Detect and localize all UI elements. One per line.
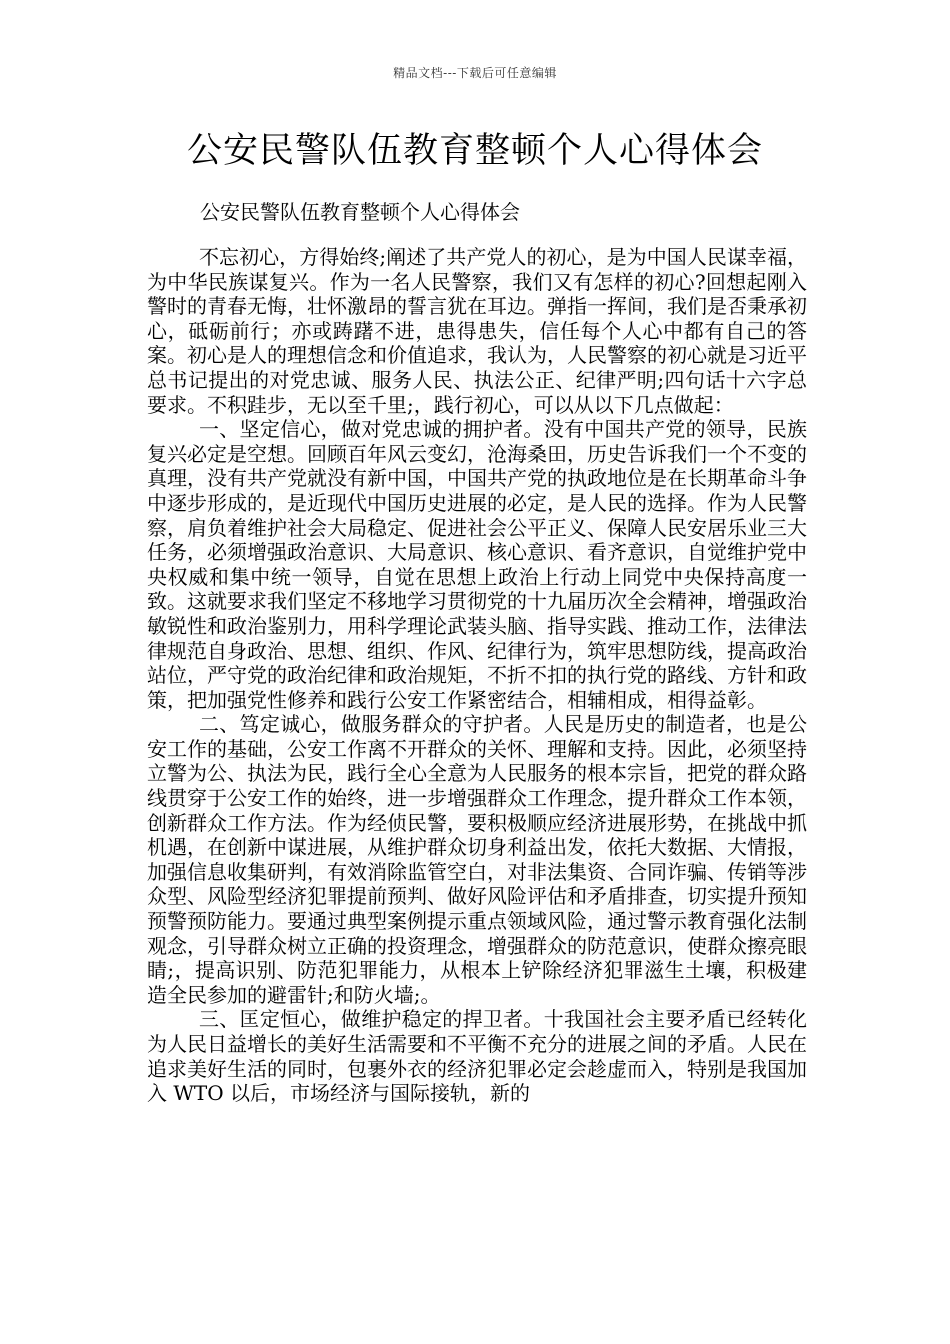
paragraph-section-two: 二、笃定诚心，做服务群众的守护者。人民是历史的制造者，也是公安工作的基础，公安工作离不开群众的关怀、理解和支持。因此，必须坚持立警为公、执法为民，践行全心全意为人民服务的根本宗旨，把党的群众路线贯穿于公安工作的始终，进一步增强群众工作理念，提升群众工作本领，创新群众工作方法。作为经侦民警，要积极顺应经济进展形势，在挑战中抓机遇，在创新中谋进展，从维护群众切身利益出发，依托大数据、大情报，加强信息收集研判，有效消除监管空白，对非法集资、合同诈骗、传销等涉众型、风险型经济犯罪提前预判、做好风险评估和矛盾排查，切实提升预知预警预防能力。要通过典型案例提示重点领域风险，通过警示教育强化法制观念，引导群众树立正确的投资理念，增强群众的防范意识，使群众擦亮眼睛;，提高识别、防范犯罪能力，从根本上铲除经济犯罪滋生土壤，积极建造全民参加的避雷针;和防火墙;。 — [147, 712, 807, 1007]
paragraph-intro: 不忘初心，方得始终;阐述了共产党人的初心，是为中国人民谋幸福，为中华民族谋复兴。作为一名人民警察，我们又有怎样的初心?回想起刚入警时的青春无悔，壮怀激昂的誓言犹在耳边。弹指一挥间，我们是否秉承初心，砥砺前行；亦或踌躇不进，患得患失，信任每个人心中都有自己的答案。初心是人的理想信念和价值追求，我认为，人民警察的初心就是习近平总书记提出的对党忠诚、服务人民、执法公正、纪律严明;四句话十六字总要求。不积跬步，无以至千里;，践行初心，可以从以下几点做起： — [147, 245, 807, 417]
document-title: 公安民警队伍教育整顿个人心得体会 — [186, 131, 763, 171]
page-header: 精品文档---下载后可任意编辑 — [393, 66, 557, 80]
paragraph-section-three: 三、匡定恒心，做维护稳定的捍卫者。十我国社会主要矛盾已经转化为人民日益增长的美好生活需要和不平衡不充分的进展之间的矛盾。人民在追求美好生活的同时，包裹外衣的经济犯罪必定会趁虚而入，特别是我国加入 WTO 以后，市场经济与国际接轨，新的 — [147, 1007, 807, 1106]
paragraph-section-one: 一、坚定信心，做对党忠诚的拥护者。没有中国共产党的领导，民族复兴必定是空想。回顾百年风云变幻，沧海桑田，历史告诉我们一个不变的真理，没有共产党就没有新中国，中国共产党的执政地位是在长期革命斗争中逐步形成的，是近现代中国历史进展的必定，是人民的选择。作为人民警察，肩负着维护社会大局稳定、促进社会公平正义、保障人民安居乐业三大任务，必须增强政治意识、大局意识、核心意识、看齐意识，自觉维护党中央权威和集中统一领导，自觉在思想上政治上行动上同党中央保持高度一致。这就要求我们坚定不移地学习贯彻党的十九届历次全会精神，增强政治敏锐性和政治鉴别力，用科学理论武装头脑、指导实践、推动工作，法律法律规范自身政治、思想、组织、作风、纪律行为，筑牢思想防线，提高政治站位，严守党的政治纪律和政治规矩，不折不扣的执行党的路线、方针和政策，把加强党性修养和践行公安工作紧密结合，相辅相成，相得益彰。 — [147, 417, 807, 712]
document-subtitle: 公安民警队伍教育整顿个人心得体会 — [200, 200, 520, 224]
document-body — [147, 245, 807, 1106]
